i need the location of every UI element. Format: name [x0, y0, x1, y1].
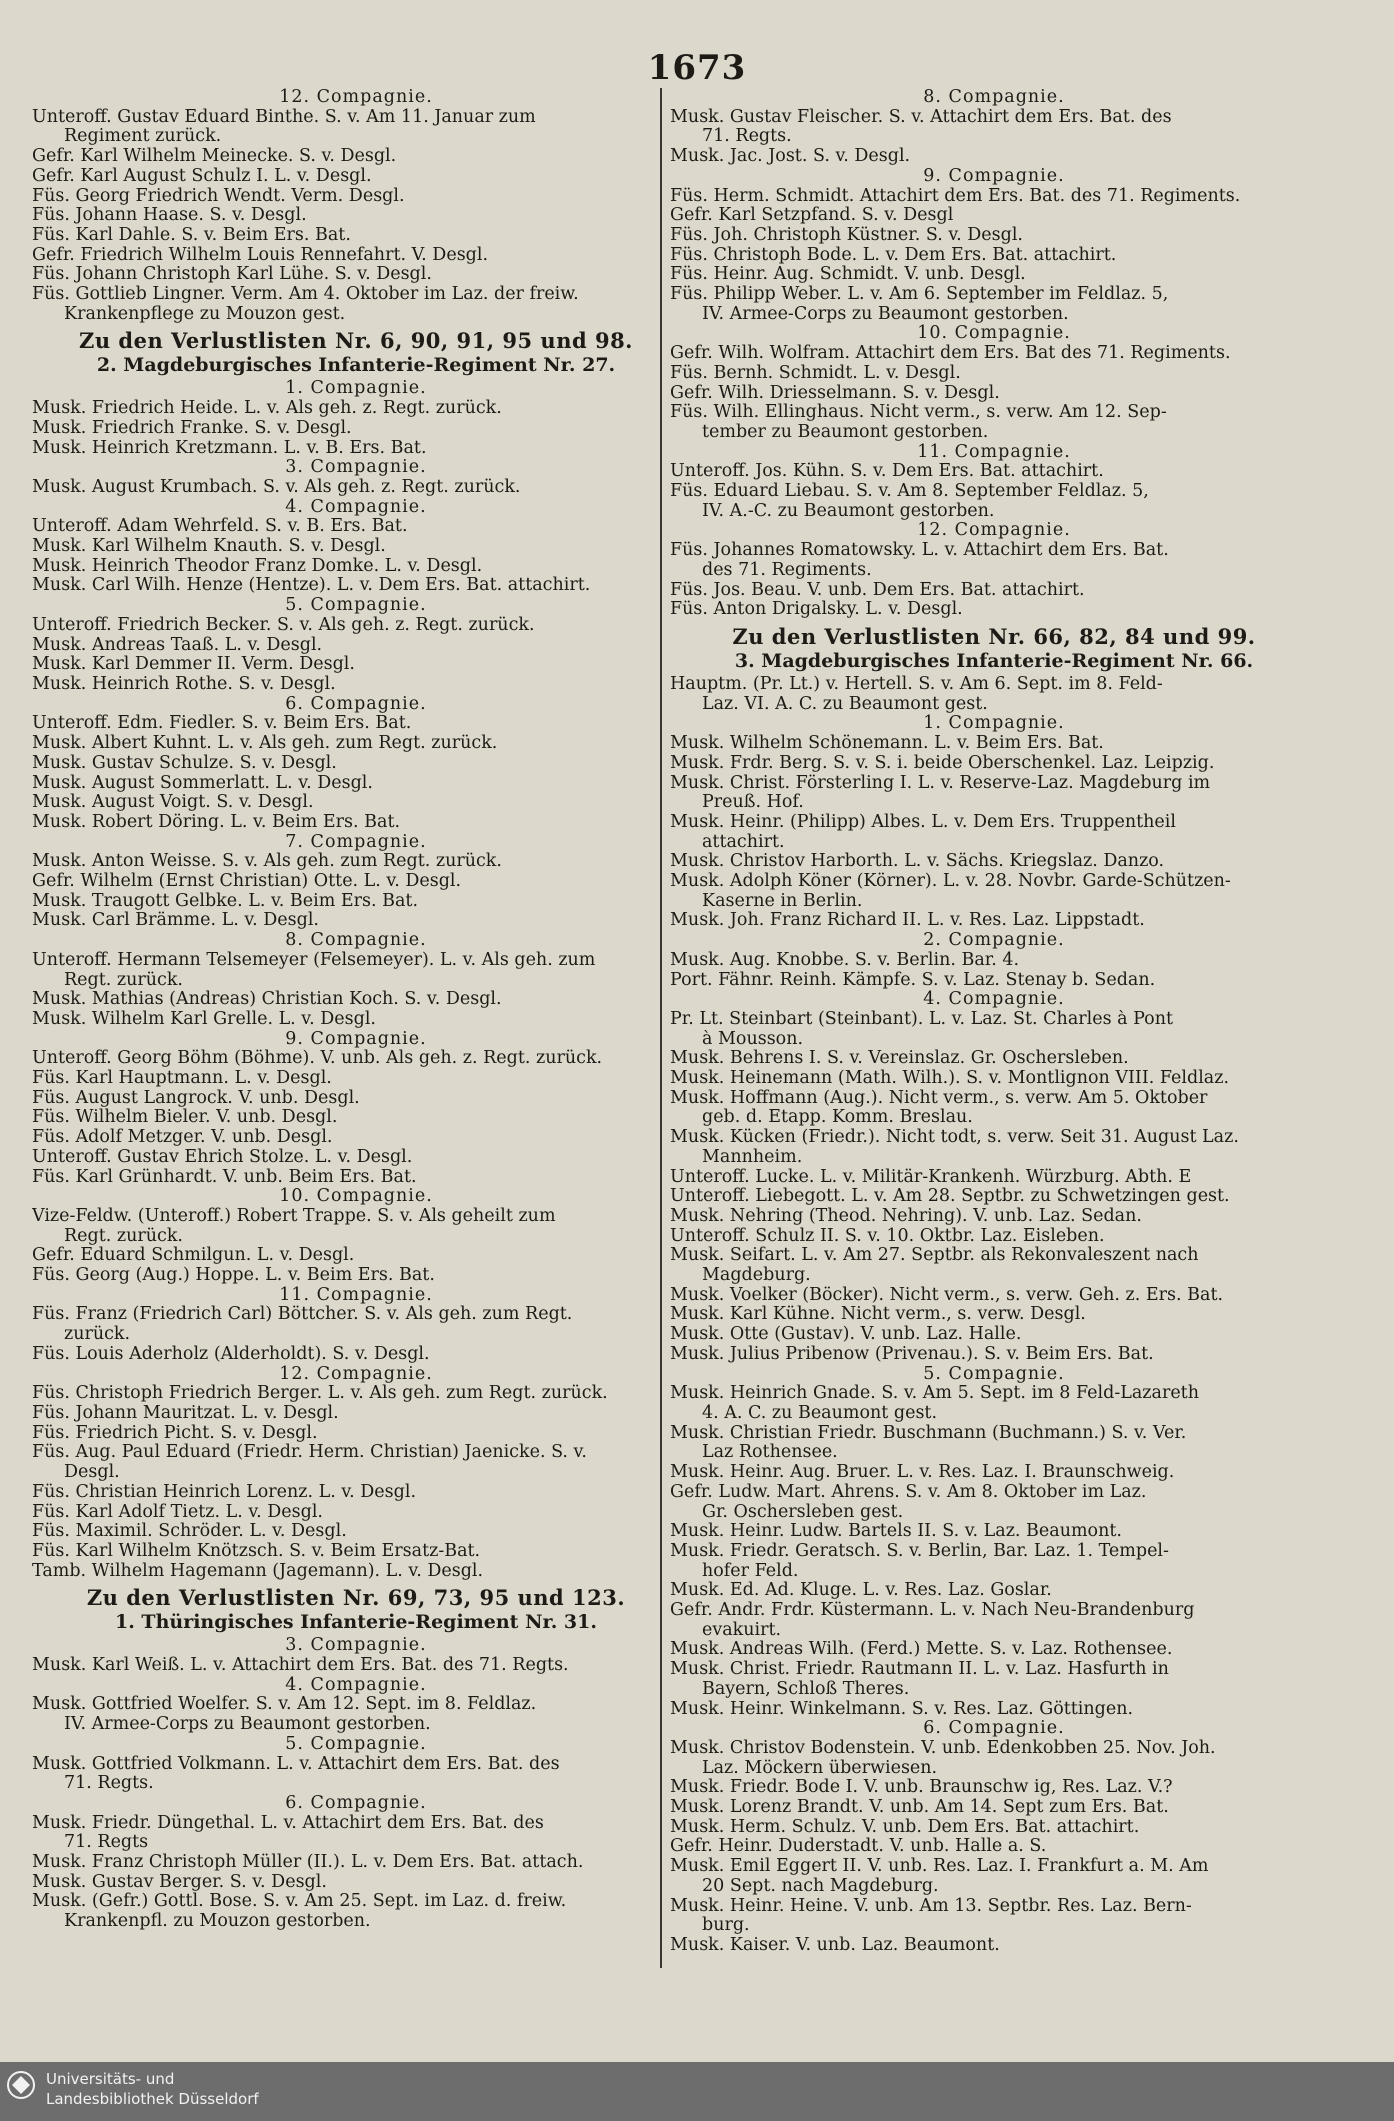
section-heading: Zu den Verlustlisten Nr. 66, 82, 84 und 99.	[732, 623, 1256, 649]
entry-continuation: Regt. zurück.	[64, 1226, 183, 1246]
company-heading: 11. Compagnie.	[279, 1285, 433, 1305]
company-heading: 7. Compagnie.	[285, 832, 427, 852]
entry-line: Musk. Friedr. Geratsch. S. v. Berlin, Bar. Laz. 1. Tempel-	[670, 1541, 1169, 1561]
entry-line: Musk. Heinrich Theodor Franz Domke. L. v. Desgl.	[32, 556, 483, 576]
company-heading: 5. Compagnie.	[285, 1734, 427, 1754]
entry-line: Musk. Gustav Schulze. S. v. Desgl.	[32, 753, 337, 773]
entry-line: Unteroff. Adam Wehrfeld. S. v. B. Ers. Bat.	[32, 517, 408, 537]
entry-line: Musk. Christov Harborth. L. v. Sächs. Kriegslaz. Danzo.	[670, 852, 1165, 872]
entry-line: Musk. Franz Christoph Müller (II.). L. v. Dem Ers. Bat. attach.	[32, 1853, 584, 1873]
entry-line: Musk. Joh. Franz Richard II. L. v. Res. Laz. Lippstadt.	[670, 911, 1145, 931]
entry-line: Unteroff. Friedrich Becker. S. v. Als geh. z. Regt. zurück.	[32, 615, 535, 635]
entry-line: Musk. Karl Demmer II. Verm. Desgl.	[32, 655, 355, 675]
entry-line: Musk. Kaiser. V. unb. Laz. Beaumont.	[670, 1935, 1000, 1955]
regiment-heading: 2. Magdeburgisches Infanterie-Regiment Nr. 27.	[96, 354, 616, 377]
entry-line: Gefr. Wilhelm (Ernst Christian) Otte. L. v. Desgl.	[32, 872, 462, 892]
entry-continuation: 71. Regts.	[64, 1774, 154, 1794]
entry-line: Füs. Karl Wilhelm Knötzsch. S. v. Beim Ersatz-Bat.	[32, 1541, 481, 1561]
left-column	[32, 88, 680, 1932]
entry-continuation: Krankenpfl. zu Mouzon gestorben.	[64, 1912, 371, 1932]
entry-continuation: geb. d. Etapp. Komm. Breslau.	[702, 1108, 973, 1128]
company-heading: 12. Compagnie.	[917, 521, 1071, 541]
entry-continuation: Regiment zurück.	[64, 127, 222, 147]
entry-line: Füs. Joh. Christoph Küstner. S. v. Desgl.	[670, 225, 1023, 245]
entry-line: Füs. Johann Christoph Karl Lühe. S. v. Desgl.	[32, 265, 432, 285]
entry-line: Musk. Julius Pribenow (Privenau.). S. v. Beim Ers. Bat.	[670, 1344, 1154, 1364]
entry-line: Füs. Franz (Friedrich Carl) Böttcher. S. v. Als geh. zum Regt.	[32, 1305, 573, 1325]
entry-line: Füs. Wilh. Ellinghaus. Nicht verm., s. verw. Am 12. Sep-	[670, 403, 1167, 423]
entry-line: Musk. Otte (Gustav). V. unb. Laz. Halle.	[670, 1325, 1022, 1345]
company-heading: 1. Compagnie.	[923, 714, 1065, 734]
entry-line: Hauptm. (Pr. Lt.) v. Hertell. S. v. Am 6. Sept. im 8. Feld-	[670, 674, 1163, 694]
entry-line: Füs. Wilhelm Bieler. V. unb. Desgl.	[32, 1108, 338, 1128]
entry-line: Füs. Gottlieb Lingner. Verm. Am 4. Oktober im Laz. der freiw.	[32, 285, 579, 305]
entry-line: Füs. Christian Heinrich Lorenz. L. v. Desgl.	[32, 1482, 417, 1502]
company-heading: 3. Compagnie.	[285, 1636, 427, 1656]
entry-line: Musk. Gustav Berger. S. v. Desgl.	[32, 1872, 327, 1892]
entry-line: Musk. Heinr. Ludw. Bartels II. S. v. Laz. Beaumont.	[670, 1522, 1122, 1542]
entry-line: Port. Fähnr. Reinh. Kämpfe. S. v. Laz. Stenay b. Sedan.	[670, 970, 1156, 990]
entry-line: Musk. Karl Kühne. Nicht verm., s. verw. Desgl.	[670, 1305, 1086, 1325]
entry-line: Unteroff. Lucke. L. v. Militär-Krankenh. Würzburg. Abth. E	[670, 1167, 1192, 1187]
entry-line: Füs. Adolf Metzger. V. unb. Desgl.	[32, 1128, 333, 1148]
entry-line: Gefr. Karl Wilhelm Meinecke. S. v. Desgl.	[32, 147, 397, 167]
entry-line: Musk. Andreas Taaß. L. v. Desgl.	[32, 635, 323, 655]
company-heading: 11. Compagnie.	[917, 442, 1071, 462]
entry-continuation: tember zu Beaumont gestorben.	[702, 422, 989, 442]
entry-continuation: à Mousson.	[702, 1029, 804, 1049]
entry-line: Füs. Karl Dahle. S. v. Beim Ers. Bat.	[32, 225, 351, 245]
entry-continuation: Laz. VI. A. C. zu Beaumont gest.	[702, 694, 988, 714]
entry-line: Füs. Eduard Liebau. S. v. Am 8. September Feldlaz. 5,	[670, 482, 1149, 502]
entry-line: Musk. Friedrich Heide. L. v. Als geh. z. Regt. zurück.	[32, 399, 502, 419]
page-number: 1673	[647, 48, 747, 88]
entry-line: Musk. Heinr. (Philipp) Albes. L. v. Dem Ers. Truppentheil	[670, 812, 1176, 832]
library-logo-icon	[6, 2070, 36, 2100]
library-footer	[0, 2062, 1394, 2121]
section-heading: Zu den Verlustlisten Nr. 69, 73, 95 und 123.	[86, 1585, 626, 1611]
entry-line: Füs. August Langrock. V. unb. Desgl.	[32, 1088, 360, 1108]
entry-line: Gefr. Wilh. Wolfram. Attachirt dem Ers. Bat des 71. Regiments.	[670, 344, 1231, 364]
company-heading: 4. Compagnie.	[923, 990, 1065, 1010]
entry-continuation: hofer Feld.	[702, 1561, 799, 1581]
entry-line: Musk. Anton Weisse. S. v. Als geh. zum Regt. zurück.	[32, 852, 502, 872]
entry-line: Musk. Wilhelm Schönemann. L. v. Beim Ers. Bat.	[670, 734, 1104, 754]
entry-line: Gefr. Ludw. Mart. Ahrens. S. v. Am 8. Oktober im Laz.	[670, 1482, 1147, 1502]
entry-line: Füs. Anton Drigalsky. L. v. Desgl.	[670, 600, 963, 620]
entry-continuation: 4. A. C. zu Beaumont gest.	[702, 1404, 938, 1423]
entry-line: Füs. Christoph Bode. L. v. Dem Ers. Bat. attachirt.	[670, 245, 1117, 265]
entry-line: Unteroff. Georg Böhm (Böhme). V. unb. Als geh. z. Regt. zurück.	[32, 1049, 603, 1069]
company-heading: 8. Compagnie.	[285, 931, 427, 951]
entry-line: Füs. Georg (Aug.) Hoppe. L. v. Beim Ers. Bat.	[32, 1266, 435, 1286]
entry-line: Musk. Carl Brämme. L. v. Desgl.	[32, 911, 319, 931]
entry-line: Gefr. Friedrich Wilhelm Louis Rennefahrt. V. Desgl.	[32, 245, 489, 265]
entry-line: Füs. Karl Grünhardt. V. unb. Beim Ers. Bat.	[32, 1167, 417, 1187]
entry-continuation: burg.	[702, 1916, 750, 1936]
entry-line: Füs. Johann Mauritzat. L. v. Desgl.	[32, 1404, 339, 1423]
entry-line: Füs. Johannes Romatowsky. L. v. Attachirt dem Ers. Bat.	[670, 541, 1169, 561]
entry-line: Musk. Voelker (Böcker). Nicht verm., s. verw. Geh. z. Ers. Bat.	[670, 1285, 1224, 1305]
company-heading: 6. Compagnie.	[285, 694, 427, 714]
entry-continuation: Magdeburg.	[702, 1266, 811, 1286]
entry-continuation: Mannheim.	[702, 1147, 803, 1167]
entry-line: Füs. Aug. Paul Eduard (Friedr. Herm. Christian) Jaenicke. S. v.	[32, 1443, 587, 1463]
entry-line: Musk. Kücken (Friedr.). Nicht todt, s. verw. Seit 31. August Laz.	[670, 1128, 1239, 1148]
entry-line: Musk. Gottfried Volkmann. L. v. Attachirt dem Ers. Bat. des	[32, 1754, 560, 1774]
company-heading: 9. Compagnie.	[923, 166, 1065, 186]
entry-line: Musk. Christ. Friedr. Rautmann II. L. v. Laz. Hasfurth in	[670, 1660, 1169, 1680]
entry-line: Musk. Lorenz Brandt. V. unb. Am 14. Sept zum Ers. Bat.	[670, 1798, 1169, 1818]
entry-continuation: IV. A.-C. zu Beaumont gestorben.	[702, 501, 995, 521]
entry-line: Musk. Heinr. Heine. V. unb. Am 13. Septbr. Res. Laz. Bern-	[670, 1896, 1192, 1916]
entry-line: Tamb. Wilhelm Hagemann (Jagemann). L. v. Desgl.	[32, 1561, 484, 1581]
entry-line: Musk. Traugott Gelbke. L. v. Beim Ers. Bat.	[32, 891, 419, 911]
entry-line: Musk. Christ. Försterling I. L. v. Reserve-Laz. Magdeburg im	[670, 773, 1211, 793]
entry-line: Füs. Bernh. Schmidt. L. v. Desgl.	[670, 363, 961, 383]
company-heading: 4. Compagnie.	[285, 497, 427, 517]
entry-line: Vize-Feldw. (Unteroff.) Robert Trappe. S. v. Als geheilt zum	[32, 1206, 556, 1226]
entry-line: Füs. Karl Adolf Tietz. L. v. Desgl.	[32, 1502, 323, 1522]
entry-line: Füs. Jos. Beau. V. unb. Dem Ers. Bat. attachirt.	[670, 580, 1085, 600]
entry-continuation: Bayern, Schloß Theres.	[702, 1679, 910, 1699]
entry-continuation: Regt. zurück.	[64, 970, 183, 990]
entry-continuation: IV. Armee-Corps zu Beaumont gestorben.	[702, 304, 1069, 324]
entry-line: Musk. Albert Kuhnt. L. v. Als geh. zum Regt. zurück.	[32, 734, 498, 754]
entry-line: Füs. Friedrich Picht. S. v. Desgl.	[32, 1423, 318, 1443]
entry-line: Füs. Georg Friedrich Wendt. Verm. Desgl.	[32, 186, 405, 206]
entry-line: Musk. Friedr. Düngethal. L. v. Attachirt dem Ers. Bat. des	[32, 1813, 544, 1833]
company-heading: 5. Compagnie.	[923, 1364, 1065, 1384]
entry-line: Füs. Louis Aderholz (Alderholdt). S. v. Desgl.	[32, 1344, 430, 1364]
entry-continuation: evakuirt.	[702, 1620, 782, 1640]
entry-line: Musk. Aug. Knobbe. S. v. Berlin. Bar. 4.	[670, 950, 1020, 970]
entry-line: Unteroff. Hermann Telsemeyer (Felsemeyer). L. v. Als geh. zum	[32, 950, 596, 970]
entry-line: Gefr. Wilh. Driesselmann. S. v. Desgl.	[670, 383, 1000, 403]
entry-line: Musk. Gustav Fleischer. S. v. Attachirt dem Ers. Bat. des	[670, 107, 1172, 127]
entry-line: Füs. Maximil. Schröder. L. v. Desgl.	[32, 1522, 347, 1542]
entry-continuation: attachirt.	[702, 832, 785, 852]
entry-continuation: Laz. Möckern überwiesen.	[702, 1758, 938, 1778]
entry-line: Musk. Ed. Ad. Kluge. L. v. Res. Laz. Goslar.	[670, 1581, 1052, 1601]
entry-line: Gefr. Karl August Schulz I. L. v. Desgl.	[32, 166, 372, 186]
entry-line: Musk. Karl Wilhelm Knauth. S. v. Desgl.	[32, 537, 386, 557]
entry-line: Musk. Robert Döring. L. v. Beim Ers. Bat.	[32, 812, 401, 832]
company-heading: 5. Compagnie.	[285, 596, 427, 616]
entry-line: Musk. Andreas Wilh. (Ferd.) Mette. S. v. Laz. Rothensee.	[670, 1640, 1173, 1660]
regiment-heading: 1. Thüringisches Infanterie-Regiment Nr. 31.	[114, 1611, 597, 1634]
entry-line: Musk. Heinrich Kretzmann. L. v. B. Ers. Bat.	[32, 438, 427, 458]
entry-line: Füs. Johann Haase. S. v. Desgl.	[32, 206, 307, 226]
entry-line: Musk. August Voigt. S. v. Desgl.	[32, 793, 314, 813]
entry-line: Musk. Christian Friedr. Buschmann (Buchmann.) S. v. Ver.	[670, 1423, 1187, 1443]
entry-line: Füs. Herm. Schmidt. Attachirt dem Ers. Bat. des 71. Regiments.	[670, 186, 1241, 206]
library-name-line1: Universitäts- und	[46, 2070, 175, 2088]
entry-line: Unteroff. Jos. Kühn. S. v. Dem Ers. Bat. attachirt.	[670, 462, 1104, 482]
entry-line: Gefr. Karl Setzpfand. S. v. Desgl	[670, 206, 954, 226]
entry-continuation: Gr. Oschersleben gest.	[702, 1502, 904, 1522]
entry-line: Musk. August Krumbach. S. v. Als geh. z. Regt. zurück.	[32, 477, 521, 497]
entry-line: Füs. Philipp Weber. L. v. Am 6. September im Feldlaz. 5,	[670, 285, 1169, 305]
entry-line: Musk. (Gefr.) Gottl. Bose. S. v. Am 25. Sept. im Laz. d. freiw.	[32, 1892, 567, 1912]
company-heading: 6. Compagnie.	[285, 1793, 427, 1813]
entry-line: Füs. Christoph Friedrich Berger. L. v. Als geh. zum Regt. zurück.	[32, 1384, 608, 1404]
entry-line: Musk. Heinr. Winkelmann. S. v. Res. Laz. Göttingen.	[670, 1699, 1134, 1719]
regiment-heading: 3. Magdeburgisches Infanterie-Regiment Nr. 66.	[734, 649, 1254, 672]
entry-line: Musk. Carl Wilh. Henze (Hentze). L. v. Dem Ers. Bat. attachirt.	[32, 576, 591, 596]
company-heading: 2. Compagnie.	[923, 931, 1065, 951]
entry-continuation: des 71. Regiments.	[702, 560, 872, 580]
company-heading: 12. Compagnie.	[279, 1364, 433, 1384]
entry-line: Musk. Heinrich Gnade. S. v. Am 5. Sept. im 8 Feld-Lazareth	[670, 1384, 1199, 1404]
entry-continuation: 20 Sept. nach Magdeburg.	[702, 1876, 939, 1896]
entry-line: Musk. Herm. Schulz. V. unb. Dem Ers. Bat. attachirt.	[670, 1817, 1140, 1837]
entry-line: Musk. Wilhelm Karl Grelle. L. v. Desgl.	[32, 1009, 376, 1029]
entry-line: Füs. Karl Hauptmann. L. v. Desgl.	[32, 1069, 332, 1089]
entry-line: Musk. Seifart. L. v. Am 27. Septbr. als Rekonvaleszent nach	[670, 1246, 1199, 1266]
company-heading: 8. Compagnie.	[923, 88, 1065, 107]
entry-line: Gefr. Heinr. Duderstadt. V. unb. Halle a. S.	[670, 1837, 1047, 1857]
right-column	[670, 88, 1318, 1956]
entry-line: Unteroff. Liebegott. L. v. Am 28. Septbr. zu Schwetzingen gest.	[670, 1187, 1230, 1207]
entry-continuation: Laz Rothensee.	[702, 1443, 838, 1463]
company-heading: 1. Compagnie.	[285, 379, 427, 399]
section-heading: Zu den Verlustlisten Nr. 6, 90, 91, 95 und 98.	[79, 328, 633, 354]
entry-line: Musk. Gottfried Woelfer. S. v. Am 12. Sept. im 8. Feldlaz.	[32, 1695, 537, 1715]
entry-continuation: Desgl.	[64, 1463, 120, 1483]
company-heading: 12. Compagnie.	[279, 88, 433, 107]
entry-line: Musk. Heinemann (Math. Wilh.). S. v. Montlignon VIII. Feldlaz.	[670, 1069, 1230, 1089]
entry-line: Unteroff. Schulz II. S. v. 10. Oktbr. Laz. Eisleben.	[670, 1226, 1105, 1246]
entry-continuation: Preuß. Hof.	[702, 793, 804, 813]
entry-line: Unteroff. Gustav Eduard Binthe. S. v. Am 11. Januar zum	[32, 107, 536, 127]
entry-line: Musk. Karl Weiß. L. v. Attachirt dem Ers. Bat. des 71. Regts.	[32, 1656, 569, 1676]
entry-line: Unteroff. Edm. Fiedler. S. v. Beim Ers. Bat.	[32, 714, 412, 734]
entry-line: Füs. Heinr. Aug. Schmidt. V. unb. Desgl.	[670, 265, 1026, 285]
company-heading: 9. Compagnie.	[285, 1029, 427, 1049]
entry-continuation: zurück.	[64, 1325, 131, 1345]
company-heading: 4. Compagnie.	[285, 1675, 427, 1695]
entry-line: Musk. Mathias (Andreas) Christian Koch. S. v. Desgl.	[32, 990, 502, 1010]
library-name-line2: Landesbibliothek Düsseldorf	[46, 2090, 259, 2108]
entry-continuation: 71. Regts.	[702, 127, 792, 147]
entry-line: Pr. Lt. Steinbart (Steinbant). L. v. Laz. St. Charles à Pont	[670, 1009, 1174, 1029]
entry-line: Gefr. Eduard Schmilgun. L. v. Desgl.	[32, 1246, 355, 1266]
entry-continuation: Krankenpflege zu Mouzon gest.	[64, 304, 346, 324]
company-heading: 6. Compagnie.	[923, 1719, 1065, 1739]
entry-line: Musk. Jac. Jost. S. v. Desgl.	[670, 147, 911, 167]
entry-line: Musk. Frdr. Berg. S. v. S. i. beide Oberschenkel. Laz. Leipzig.	[670, 753, 1215, 773]
entry-line: Musk. Hoffmann (Aug.). Nicht verm., s. verw. Am 5. Oktober	[670, 1088, 1208, 1108]
entry-continuation: Kaserne in Berlin.	[702, 891, 863, 911]
entry-line: Unteroff. Gustav Ehrich Stolze. L. v. Desgl.	[32, 1147, 413, 1167]
entry-line: Musk. Friedr. Bode I. V. unb. Braunschw ig, Res. Laz. V.?	[670, 1778, 1173, 1798]
entry-continuation: 71. Regts	[64, 1833, 149, 1853]
entry-line: Musk. Nehring (Theod. Nehring). V. unb. Laz. Sedan.	[670, 1206, 1142, 1226]
column-divider	[660, 88, 662, 1968]
entry-line: Musk. Behrens I. S. v. Vereinslaz. Gr. Oschersleben.	[670, 1049, 1129, 1069]
entry-line: Gefr. Andr. Frdr. Küstermann. L. v. Nach Neu-Brandenburg	[670, 1601, 1195, 1621]
entry-line: Musk. Christov Bodenstein. V. unb. Edenkobben 25. Nov. Joh.	[670, 1738, 1216, 1758]
entry-line: Musk. Heinrich Rothe. S. v. Desgl.	[32, 674, 336, 694]
entry-line: Musk. Adolph Köner (Körner). L. v. 28. Novbr. Garde-Schützen-	[670, 872, 1231, 892]
company-heading: 3. Compagnie.	[285, 458, 427, 478]
company-heading: 10. Compagnie.	[279, 1187, 433, 1207]
entry-continuation: IV. Armee-Corps zu Beaumont gestorben.	[64, 1715, 431, 1735]
entry-line: Musk. Heinr. Aug. Bruer. L. v. Res. Laz. I. Braunschweig.	[670, 1463, 1175, 1483]
entry-line: Musk. Friedrich Franke. S. v. Desgl.	[32, 418, 352, 438]
company-heading: 10. Compagnie.	[917, 324, 1071, 344]
entry-line: Musk. Emil Eggert II. V. unb. Res. Laz. I. Frankfurt a. M. Am	[670, 1857, 1209, 1877]
entry-line: Musk. August Sommerlatt. L. v. Desgl.	[32, 773, 373, 793]
